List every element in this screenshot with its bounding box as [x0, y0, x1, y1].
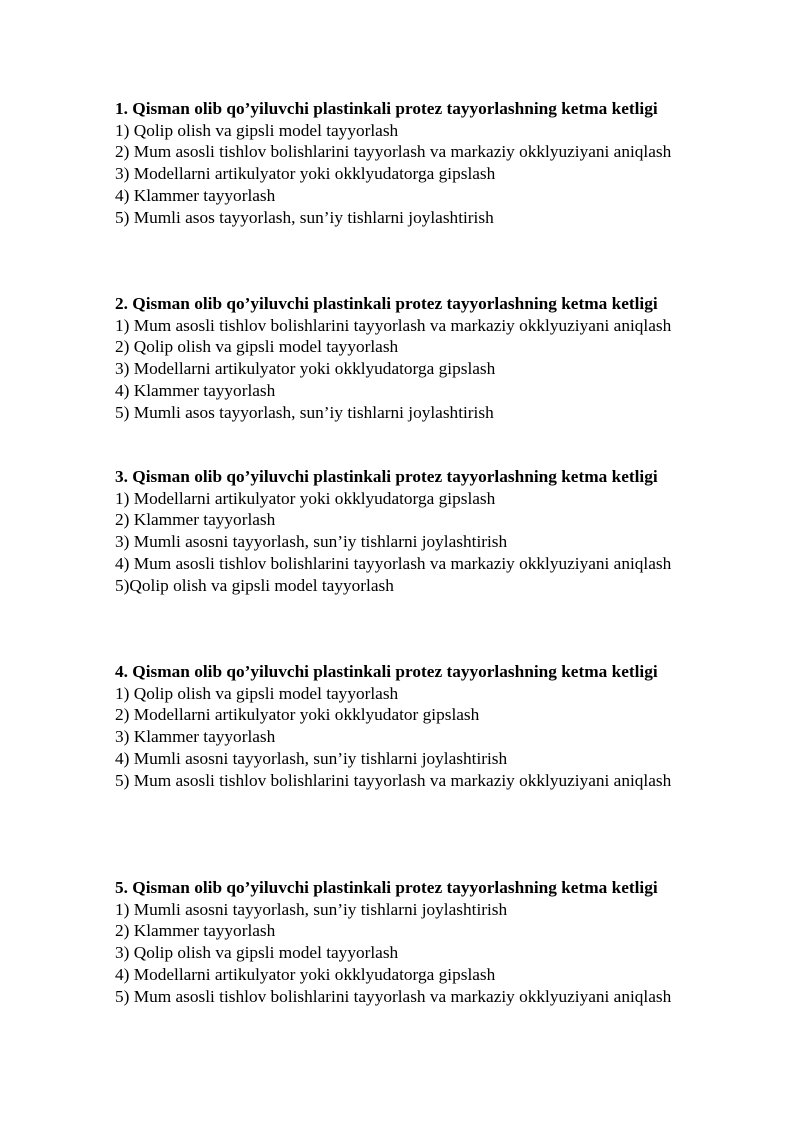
- question-title: 3. Qisman olib qo’yiluvchi plastinkali protez tayyorlashning ketma ketligi: [115, 467, 658, 486]
- question-3: [115, 466, 742, 596]
- option-5: 5) Mumli asos tayyorlash, sun’iy tishlarni joylashtirish: [115, 207, 494, 227]
- question-title: 1. Qisman olib qo’yiluvchi plastinkali protez tayyorlashning ketma ketligi: [115, 99, 658, 118]
- question-2: [115, 293, 742, 423]
- option-1: 1) Modellarni artikulyator yoki okklyudatorga gipslash: [115, 488, 496, 508]
- option-1: 1) Qolip olish va gipsli model tayyorlash: [115, 120, 399, 140]
- option-1: 1) Mumli asosni tayyorlash, sun’iy tishlarni joylashtirish: [115, 899, 508, 919]
- question-title: 5. Qisman olib qo’yiluvchi plastinkali protez tayyorlashning ketma ketligi: [115, 878, 658, 897]
- option-5: 5)Qolip olish va gipsli model tayyorlash: [115, 575, 394, 595]
- option-3: 3) Modellarni artikulyator yoki okklyudatorga gipslash: [115, 164, 496, 184]
- option-3: 3) Modellarni artikulyator yoki okklyudatorga gipslash: [115, 359, 496, 379]
- option-2: 2) Klammer tayyorlash: [115, 921, 276, 941]
- question-1: [115, 98, 742, 228]
- question-title: 2. Qisman olib qo’yiluvchi plastinkali protez tayyorlashning ketma ketligi: [115, 294, 658, 313]
- option-3: 3) Qolip olish va gipsli model tayyorlash: [115, 943, 399, 963]
- option-4: 4) Modellarni artikulyator yoki okklyudatorga gipslash: [115, 964, 496, 984]
- option-4: 4) Klammer tayyorlash: [115, 380, 276, 400]
- question-5: [115, 877, 742, 1007]
- option-3: 3) Klammer tayyorlash: [115, 727, 276, 747]
- option-5: 5) Mum asosli tishlov bolishlarini tayyorlash va markaziy okklyuziyani aniqlash: [115, 770, 672, 790]
- option-2: 2) Mum asosli tishlov bolishlarini tayyorlash va markaziy okklyuziyani aniqlash: [115, 142, 672, 162]
- option-5: 5) Mum asosli tishlov bolishlarini tayyorlash va markaziy okklyuziyani aniqlash: [115, 986, 672, 1006]
- option-4: 4) Klammer tayyorlash: [115, 185, 276, 205]
- option-4: 4) Mum asosli tishlov bolishlarini tayyorlash va markaziy okklyuziyani aniqlash: [115, 553, 672, 573]
- option-4: 4) Mumli asosni tayyorlash, sun’iy tishlarni joylashtirish: [115, 748, 508, 768]
- option-2: 2) Qolip olish va gipsli model tayyorlash: [115, 337, 399, 357]
- option-5: 5) Mumli asos tayyorlash, sun’iy tishlarni joylashtirish: [115, 402, 494, 422]
- option-1: 1) Mum asosli tishlov bolishlarini tayyorlash va markaziy okklyuziyani aniqlash: [115, 315, 672, 335]
- option-1: 1) Qolip olish va gipsli model tayyorlash: [115, 683, 399, 703]
- option-3: 3) Mumli asosni tayyorlash, sun’iy tishlarni joylashtirish: [115, 532, 508, 552]
- question-title: 4. Qisman olib qo’yiluvchi plastinkali protez tayyorlashning ketma ketligi: [115, 662, 658, 681]
- question-4: [115, 661, 742, 791]
- option-2: 2) Modellarni artikulyator yoki okklyudator gipslash: [115, 705, 480, 725]
- option-2: 2) Klammer tayyorlash: [115, 510, 276, 530]
